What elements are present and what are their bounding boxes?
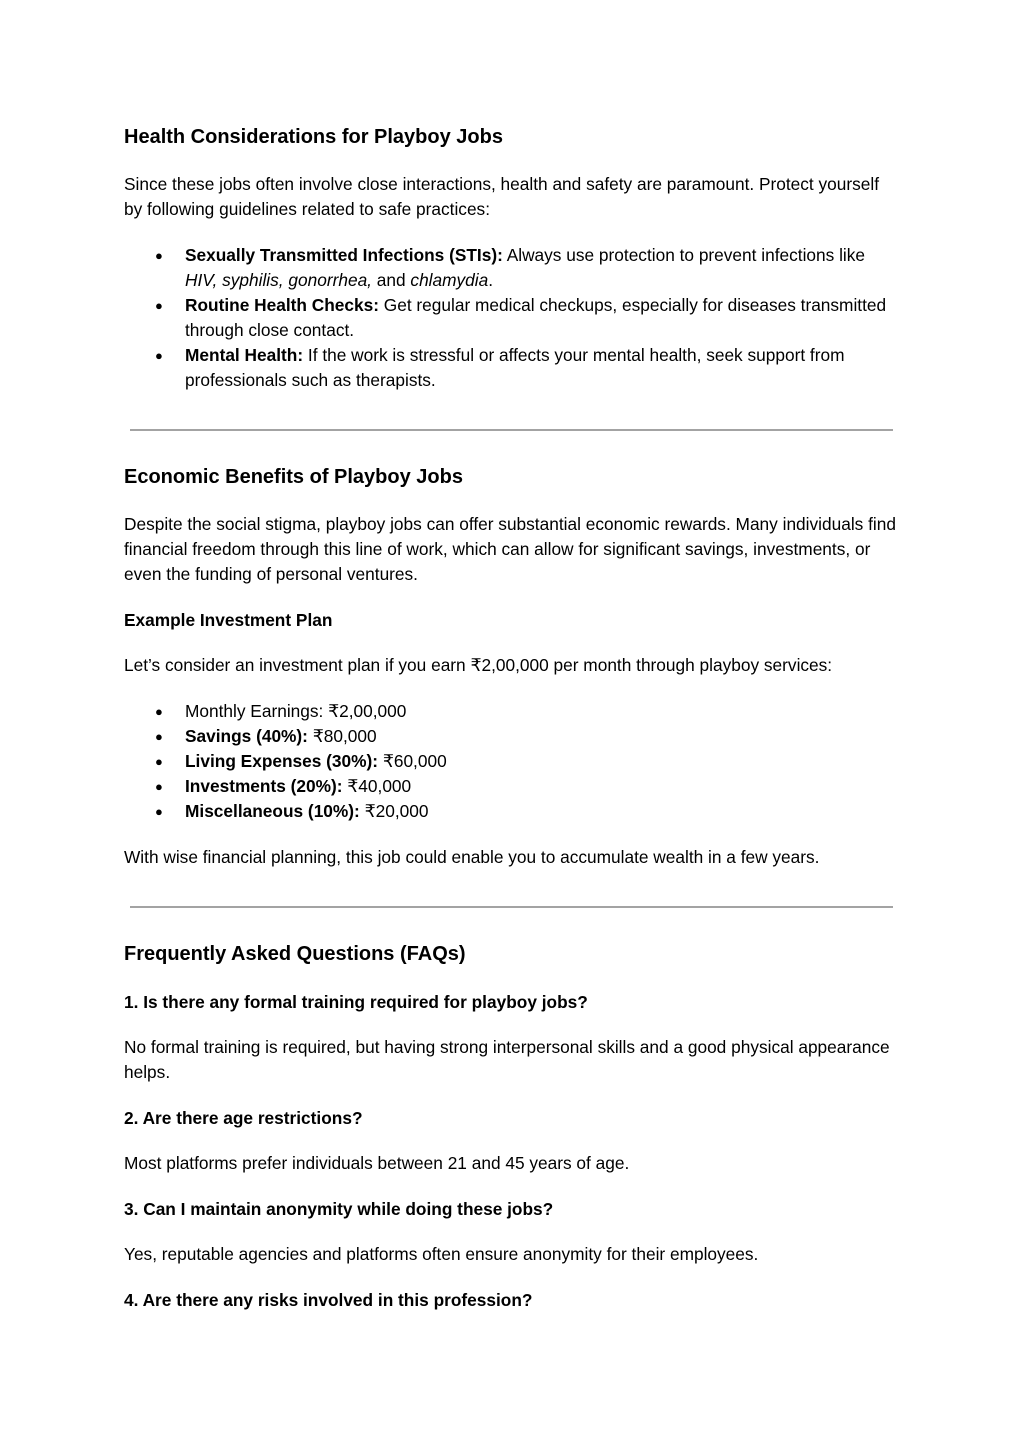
list-item <box>124 749 900 774</box>
list-item-italic-text: chlamydia <box>410 270 489 290</box>
faq-section-title: Frequently Asked Questions (FAQs) <box>124 943 466 965</box>
list-item-text: ₹60,000 <box>378 751 447 771</box>
bullet-icon: ● <box>155 804 163 819</box>
list-item <box>124 293 900 343</box>
list-item-text: and <box>371 270 411 290</box>
bullet-icon: ● <box>155 248 163 263</box>
list-item-label: Savings (40%): <box>185 726 308 746</box>
list-item <box>124 243 900 293</box>
faq-answer: Yes, reputable agencies and platforms often ensure anonymity for their employees. <box>124 1244 759 1264</box>
list-item-label: Investments (20%): <box>185 776 343 796</box>
section-divider <box>130 429 893 431</box>
list-item-text: Always use protection to prevent infections like <box>502 245 865 265</box>
list-item <box>124 799 900 824</box>
list-item-label: Miscellaneous (10%): <box>185 801 360 821</box>
list-item-label: Routine Health Checks: <box>185 295 379 315</box>
list-item-text: ₹40,000 <box>342 776 412 796</box>
faq-question: 2. Are there age restrictions? <box>124 1108 363 1128</box>
faq-question: 3. Can I maintain anonymity while doing these jobs? <box>124 1199 554 1219</box>
list-item-italic-text: HIV, syphilis, gonorrhea, <box>185 270 372 290</box>
list-item-text: ₹20,000 <box>359 801 429 821</box>
economic-section-title: Economic Benefits of Playboy Jobs <box>124 466 463 488</box>
economic-intro-paragraph: Despite the social stigma, playboy jobs can offer substantial economic rewards. Many individuals find financial freedom through this line of work, which can allow for significant savings, investments, or even the funding of personal ventures. <box>124 514 896 584</box>
bullet-icon: ● <box>155 298 163 313</box>
bullet-icon: ● <box>155 348 163 363</box>
bullet-icon: ● <box>155 704 163 719</box>
health-intro-paragraph: Since these jobs often involve close interactions, health and safety are paramount. Protect yourself by following guidelines related to safe practices: <box>124 174 880 219</box>
list-item-text: . <box>488 270 494 290</box>
list-item-text: Monthly Earnings: ₹2,00,000 <box>185 701 407 721</box>
bullet-icon: ● <box>155 729 163 744</box>
health-section-title: Health Considerations for Playboy Jobs <box>124 126 503 148</box>
list-item <box>124 699 900 724</box>
section-divider <box>130 906 893 908</box>
list-item <box>124 343 900 393</box>
list-item-text: Get regular medical checkups, especially for diseases transmitted through close contact. <box>185 295 887 340</box>
list-item-label: Sexually Transmitted Infections (STIs): <box>185 245 503 265</box>
faq-answer: No formal training is required, but having strong interpersonal skills and a good physical appearance helps. <box>124 1037 890 1082</box>
bullet-icon: ● <box>155 754 163 769</box>
list-item <box>124 774 900 799</box>
health-guidelines-list <box>124 243 900 393</box>
list-item <box>124 724 900 749</box>
list-item-label: Living Expenses (30%): <box>185 751 379 771</box>
investment-plan-intro: Let’s consider an investment plan if you earn ₹2,00,000 per month through playboy services: <box>124 655 833 675</box>
faq-question: 4. Are there any risks involved in this profession? <box>124 1290 533 1310</box>
list-item-text: ₹80,000 <box>307 726 377 746</box>
bullet-icon: ● <box>155 779 163 794</box>
investment-plan-heading: Example Investment Plan <box>124 610 333 630</box>
list-item-text: If the work is stressful or affects your mental health, seek support from professionals such as therapists. <box>185 345 845 390</box>
economic-conclusion-paragraph: With wise financial planning, this job could enable you to accumulate wealth in a few years. <box>124 847 820 867</box>
list-item-label: Mental Health: <box>185 345 304 365</box>
faq-answer: Most platforms prefer individuals between 21 and 45 years of age. <box>124 1153 630 1173</box>
investment-plan-list <box>124 699 900 824</box>
faq-question: 1. Is there any formal training required for playboy jobs? <box>124 992 588 1012</box>
